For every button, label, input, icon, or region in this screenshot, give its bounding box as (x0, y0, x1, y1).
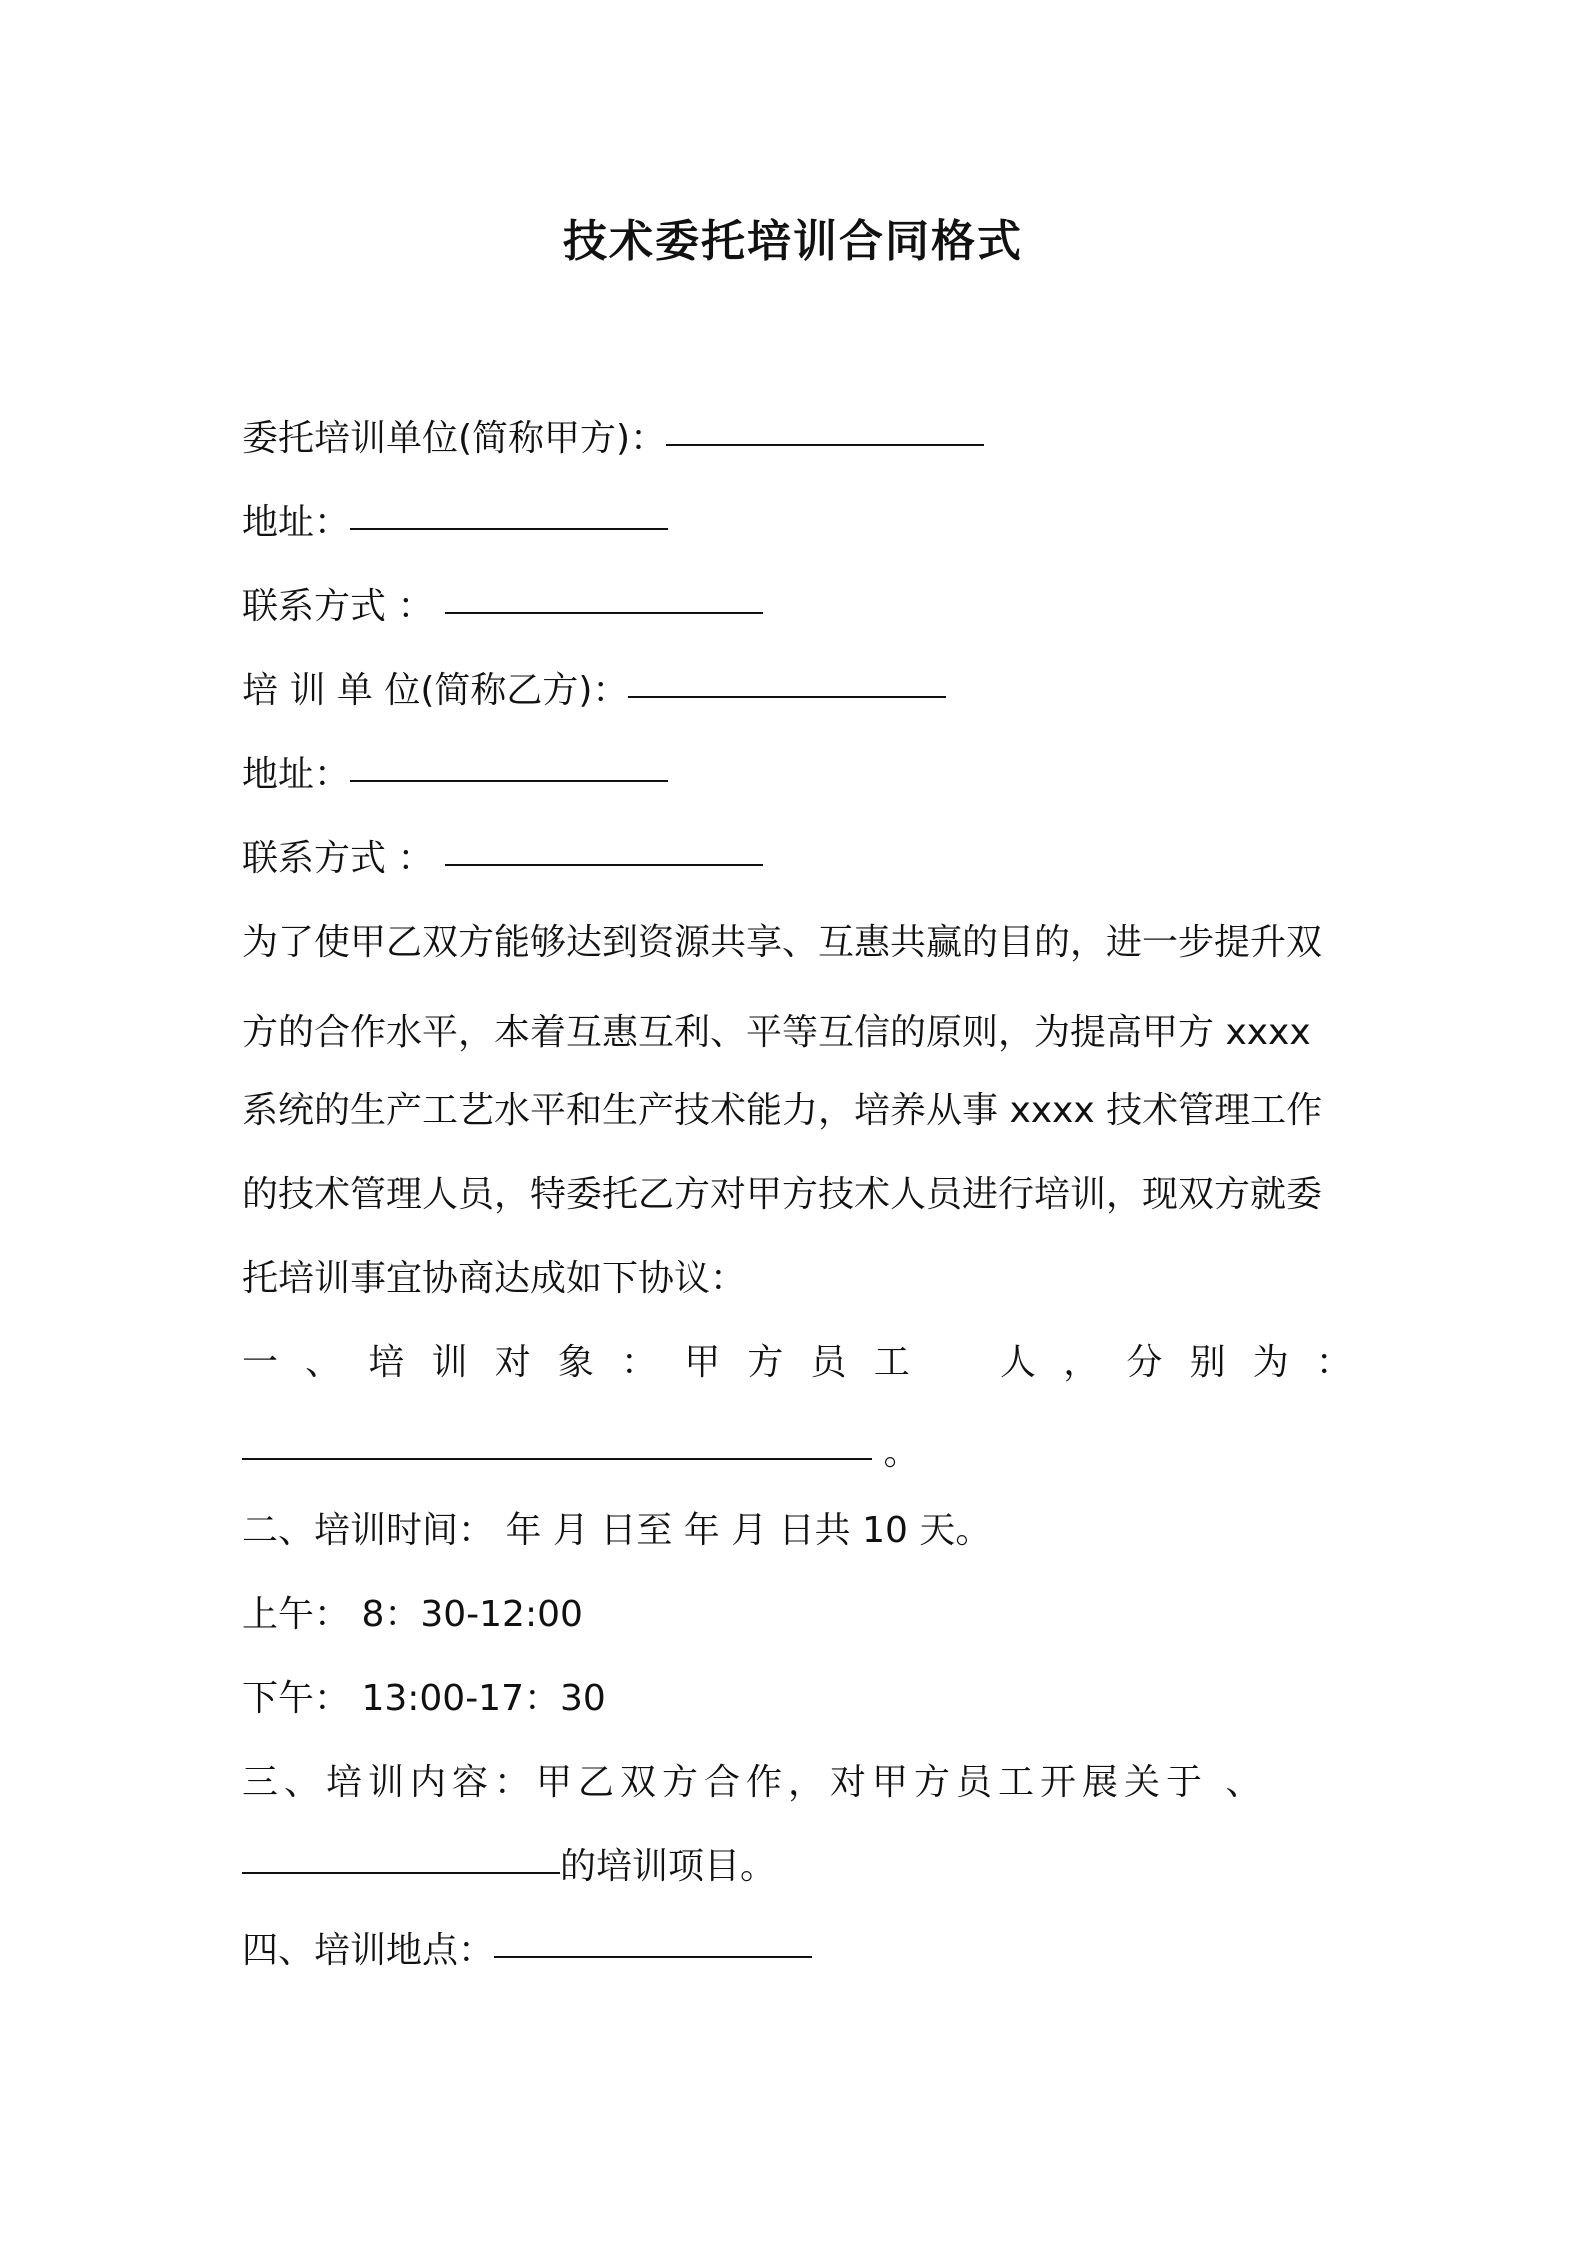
party-b-address-label: 地址： (242, 754, 351, 795)
party-a-address-label: 地址： (242, 502, 351, 543)
party-b-contact-label: 联系方式 ： (242, 838, 434, 879)
section-1-char: ： (621, 1342, 658, 1383)
party-a-contact-blank[interactable] (445, 578, 763, 614)
party-b-line (242, 666, 946, 716)
section-1-char: 甲 (684, 1342, 721, 1383)
party-a-address-line (242, 498, 668, 548)
party-b-contact-line (242, 834, 763, 884)
section-1-char: ： (1315, 1342, 1352, 1383)
party-b-address-line (242, 750, 668, 800)
section-1-char: ， (1063, 1342, 1100, 1383)
party-b-label: 培 训 单 位(简称乙方)： (242, 670, 629, 711)
section-1-char: 分 (1126, 1342, 1163, 1383)
party-b-blank[interactable] (628, 662, 946, 698)
section-1-char: 对 (494, 1342, 531, 1383)
section-1-count-blank[interactable] (937, 1338, 973, 1388)
preamble-line-4: 的技术管理人员，特委托乙方对甲方技术人员进行培训，现双方就委 (242, 1174, 1323, 1215)
section-1-char: 工 (873, 1342, 910, 1383)
morning-time: 上午： 8：30-12:00 (242, 1594, 583, 1635)
section-1-char: 为 (1252, 1342, 1289, 1383)
party-a-contact-label: 联系方式 ： (242, 586, 434, 627)
section-1-char: 象 (557, 1342, 594, 1383)
party-b-contact-blank[interactable] (445, 830, 763, 866)
section-1-heading (242, 1338, 1352, 1388)
afternoon-time: 下午： 13:00-17：30 (242, 1678, 606, 1719)
section-1-tail: 。 (872, 1432, 920, 1473)
preamble-line-5: 托培训事宜协商达成如下协议： (242, 1258, 747, 1299)
section-3-blank[interactable] (242, 1838, 560, 1874)
section-1-char: 培 (368, 1342, 405, 1383)
section-1-char: 训 (431, 1342, 468, 1383)
section-1-names-blank[interactable] (242, 1424, 872, 1460)
section-4-label: 四、培训地点： (242, 1930, 495, 1971)
party-a-contact-line (242, 582, 763, 632)
section-3-tail: 的培训项目。 (560, 1846, 777, 1887)
preamble-line-1: 为了使甲乙双方能够达到资源共享、互惠共赢的目的，进一步提升双 (242, 922, 1323, 963)
section-1-blank-line (242, 1428, 919, 1478)
section-1-char: 、 (305, 1342, 342, 1383)
section-1-char: 方 (747, 1342, 784, 1383)
section-1-char: 员 (810, 1342, 847, 1383)
section-1-char: 一 (242, 1342, 279, 1383)
party-a-line (242, 414, 984, 464)
party-a-label: 委托培训单位(简称甲方)： (242, 418, 667, 459)
party-a-address-blank[interactable] (350, 494, 668, 530)
section-2-line: 二、培训时间： 年 月 日至 年 月 日共 10 天。 (242, 1510, 992, 1551)
party-a-blank[interactable] (666, 410, 984, 446)
preamble-line-2: 方的合作水平，本着互惠互利、平等互信的原则，为提高甲方 xxxx (242, 1012, 1311, 1053)
page-title: 技术委托培训合同格式 (563, 216, 1023, 267)
section-4-blank[interactable] (494, 1922, 812, 1958)
section-4-line (242, 1926, 812, 1976)
section-1-char: 人 (1000, 1342, 1037, 1383)
section-3-tail-line (242, 1842, 776, 1892)
preamble-line-3: 系统的生产工艺水平和生产技术能力，培养从事 xxxx 技术管理工作 (242, 1090, 1323, 1131)
party-b-address-blank[interactable] (350, 746, 668, 782)
section-1-char: 别 (1189, 1342, 1226, 1383)
section-3-line: 三、培训内容：甲乙双方合作，对甲方员工开展关于 、 (242, 1762, 1268, 1803)
